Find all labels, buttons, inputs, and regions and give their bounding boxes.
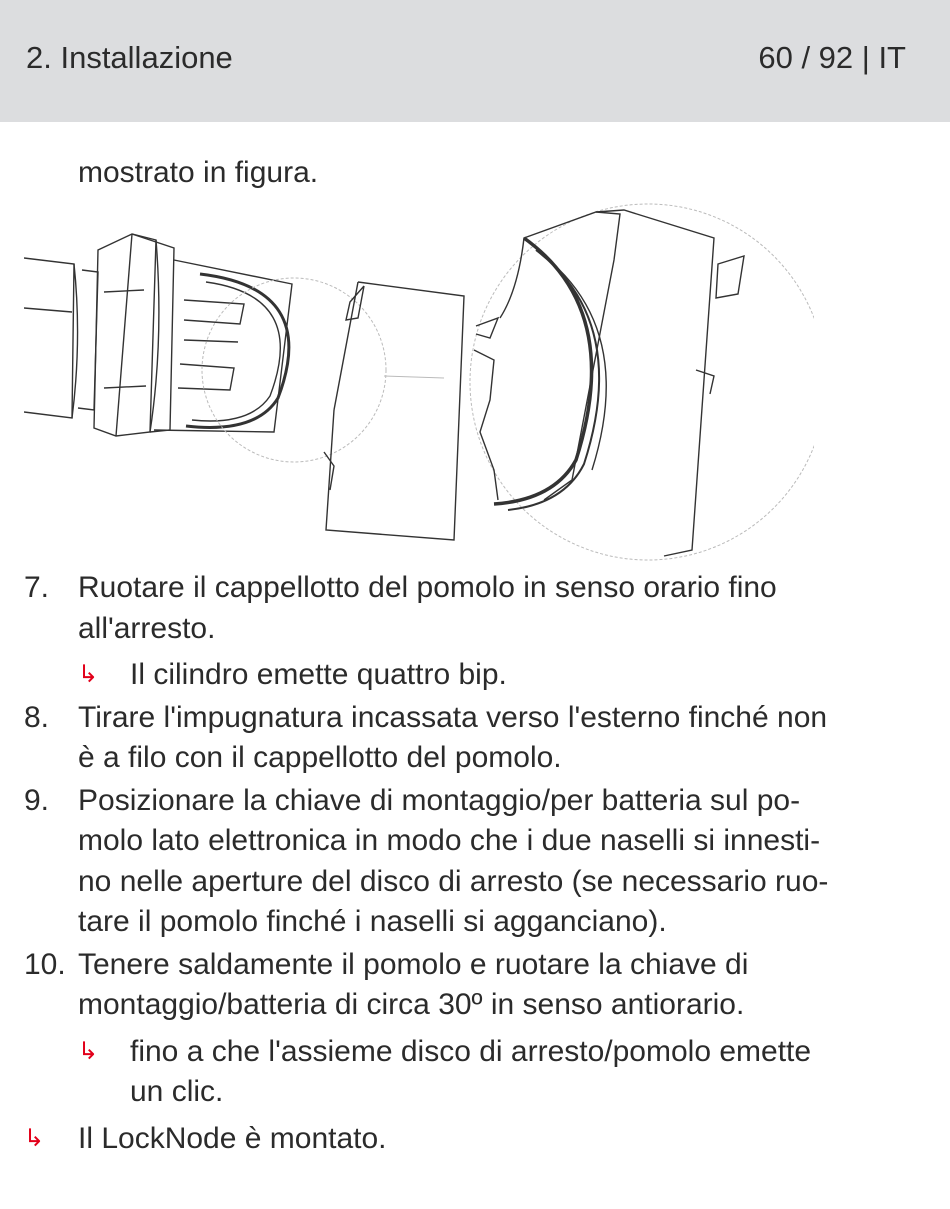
- result-line: fino a che l'assieme disco di arresto/pomolo emette: [130, 1034, 812, 1068]
- step-9: [0, 781, 950, 943]
- step-8: [0, 698, 950, 779]
- step-text: [78, 781, 918, 943]
- instruction-list: [0, 568, 950, 1161]
- step-line: no nelle aperture del disco di arresto (se necessario ruo-: [78, 864, 829, 898]
- result-line: Il cilindro emette quattro bip.: [130, 658, 507, 691]
- step-line: Tenere saldamente il pomolo e ruotare la chiave di: [78, 947, 749, 981]
- step-number: 8.: [24, 700, 50, 734]
- step-text: [78, 945, 918, 1026]
- step-line: all'arresto.: [78, 611, 216, 645]
- final-result: [0, 1119, 950, 1160]
- step-7-result: [0, 655, 950, 696]
- step-line: Tirare l'impugnatura incassata verso l'esterno finché non: [78, 700, 828, 734]
- page-number: 60 / 92 | IT: [758, 40, 906, 75]
- result-arrow-icon: ↳: [24, 1124, 45, 1152]
- step-text: [78, 568, 918, 649]
- step-10-result: [0, 1032, 950, 1113]
- result-arrow-icon: ↳: [78, 1037, 99, 1065]
- intro-text: mostrato in figura.: [78, 156, 319, 189]
- step-line: montaggio/batteria di circa 30º in senso antiorario.: [78, 988, 745, 1021]
- locknode-installation-illustration: [24, 200, 814, 562]
- step-line: è a filo con il cappellotto del pomolo.: [78, 741, 562, 774]
- section-title: 2. Installazione: [26, 40, 233, 75]
- result-text: [130, 1032, 910, 1113]
- step-10: [0, 945, 950, 1026]
- page-header: [0, 0, 950, 122]
- final-result-text: Il LockNode è montato.: [78, 1121, 387, 1155]
- step-line: Posizionare la chiave di montaggio/per batteria sul po-: [78, 783, 801, 817]
- step-line: tare il pomolo finché i naselli si agganciano).: [78, 905, 667, 938]
- step-7: [0, 568, 950, 649]
- step-line: Ruotare il cappellotto del pomolo in senso orario fino: [78, 571, 777, 604]
- step-line: molo lato elettronica in modo che i due naselli si innesti-: [78, 824, 821, 857]
- result-line: un clic.: [130, 1075, 224, 1108]
- result-arrow-icon: ↳: [78, 661, 99, 688]
- step-number: 9.: [24, 783, 50, 817]
- step-number: 7.: [24, 571, 50, 604]
- result-text: [130, 655, 910, 696]
- step-text: [78, 698, 918, 779]
- step-number: 10.: [24, 947, 66, 981]
